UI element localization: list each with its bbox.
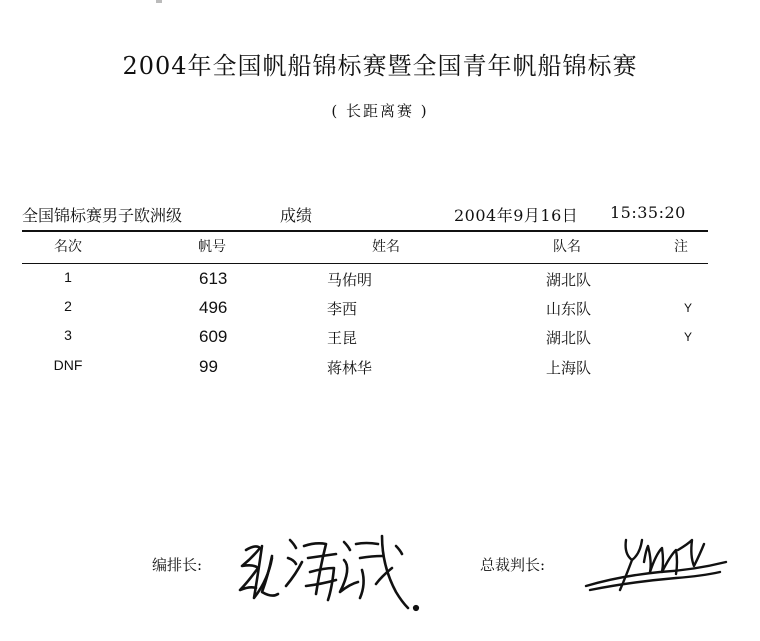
team-cell: 湖北队 [546,329,592,347]
results-label: 成绩 [280,206,313,225]
sail-number-cell: 99 [199,357,218,376]
rank-cell: 1 [64,269,72,285]
team-cell: 湖北队 [546,271,592,289]
sailor-name-cell: 马佑明 [327,271,373,289]
team-cell: 上海队 [546,359,592,377]
result-time: 15:35:20 [610,203,686,222]
page-title: 2004年全国帆船锦标赛暨全国青年帆船锦标赛 [122,52,638,80]
sail-number-cell: 496 [199,298,228,317]
sailor-name-cell: 蒋林华 [327,359,373,377]
table-row [0,298,760,328]
rank-cell: 3 [64,327,72,343]
table-row [0,357,760,387]
chief-referee-label: 总裁判长: [480,556,546,574]
result-date: 2004年9月16日 [454,206,579,225]
event-name: 全国锦标赛男子欧洲级 [22,206,183,225]
table-row [0,327,760,357]
column-header-name: 姓名 [372,239,400,255]
rank-cell: DNF [53,357,83,373]
table-header-rule [22,263,708,264]
column-header-rank: 名次 [54,239,82,255]
column-header-sail-number: 帆号 [198,239,226,255]
sailor-name-cell: 李西 [327,300,358,318]
sail-number-cell: 613 [199,269,228,288]
note-cell: Y [684,301,693,315]
page-subtitle: ( 长距离赛 ) [331,102,429,120]
rank-cell: 2 [64,298,72,314]
team-cell: 山东队 [546,300,592,318]
table-top-rule [22,230,708,232]
chief-scheduler-label: 编排长: [152,556,203,574]
sail-number-cell: 609 [199,327,228,346]
note-cell: Y [684,330,693,344]
scan-mark [156,0,162,3]
result-header [22,203,708,229]
chief-referee-signature [580,532,730,598]
sailor-name-cell: 王昆 [327,329,358,347]
chief-scheduler-signature [232,528,422,614]
column-header-team: 队名 [553,239,581,255]
column-header-note: 注 [674,239,688,255]
table-row [0,269,760,299]
